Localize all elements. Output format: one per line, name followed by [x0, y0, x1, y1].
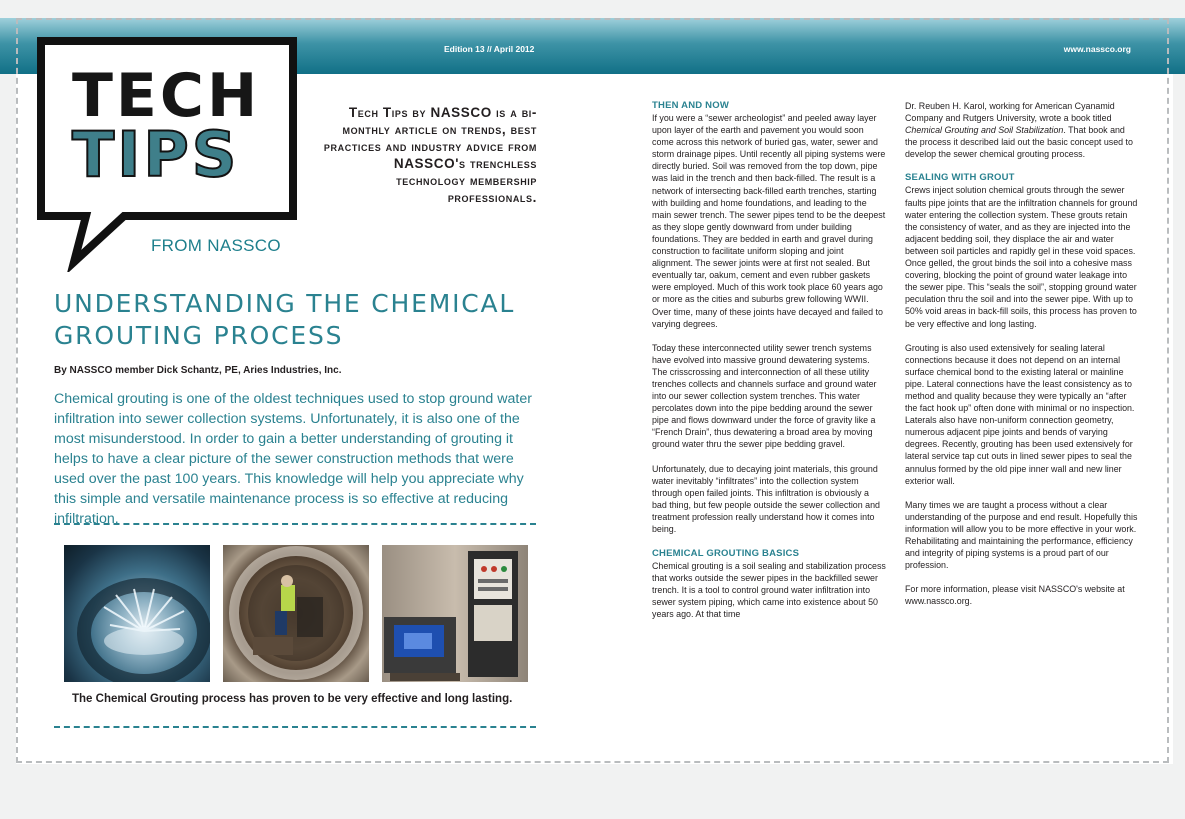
karol-text-a: Dr. Reuben H. Karol, working for American Cyanamid Company and Rutgers University, wrote a book titled [905, 101, 1115, 124]
paragraph-karol [905, 100, 1139, 160]
dashed-divider-bottom [54, 726, 536, 728]
photo-caption: The Chemical Grouting process has proven to be very effective and long lasting. [72, 693, 513, 705]
article-title-line2: GROUTING PROCESS [54, 321, 344, 350]
paragraph-dewatering: Today these interconnected utility sewer trench systems have evolved into massive ground dewatering systems. The crisscrossing and interconnection of all these utility trenches collects and channels surface and ground water into our sewer collection system trenches. This water percolates down into the pipe bedding around the sewer pipe and flows downward under the force of gravity like a “French Drain”, thus dewatering a broad area by moving ground water thru the sewer pipe bedding gravel. [652, 342, 877, 450]
logo-word-tech: TECH [72, 61, 261, 131]
paragraph-laterals: Grouting is also used extensively for sealing lateral connections because it does not depend on an internal surface chemical bond to the existing lateral or mainline pipe. Lateral connections have the least consistency as to method and quality because they were typically an “after the fact hook up” often done with minimal or no inspection. Laterals also have non-uniform connection geometry, numerous adjacent pipe joints and bends of varying degrees. Recently, grouting has been used extensively for lateral service tap cut outs in lined sewer pipes to seal the annulus formed by the old pipe inner wall and new liner exterior wall. [905, 342, 1135, 486]
karol-text-b: . That book and the process it described laid out the basic concept used to develop the sewer chemical grouting process. [905, 125, 1133, 160]
control-panel-image [382, 545, 528, 682]
paragraph-sealing: Crews inject solution chemical grouts through the sewer faults pipe joints that are the infiltration channels for ground water entering the collection system. These grouts retain the consistency of water, and as they are injected into the adjacent bedding soil, they displace the air and water between soil particles and rapidly gel in these void spaces. Once gelled, the grout binds the soil into a cohesive mass covering, blocking the point of ground water leakage into the sewer pipe. This “seals the soil”, stopping ground water peculation thru the soil and into the sewer pipe. With up to 50% void areas in back-fill soils, this process has proven to be very effective and long lasting. [905, 185, 1138, 329]
paragraph-conclusion: Many times we are taught a process without a clear understanding of the purpose and end result. Hopefully this information will allow you to be more effective in your work. Rehabilitating and maintaining the performance, efficiency and integrity of piping systems is a proud part of our profession. [905, 499, 1138, 571]
article-title [54, 288, 554, 352]
paragraph-more-info: For more information, please visit NASSCO's website at www.nassco.org. [905, 584, 1125, 607]
logo-from-nassco: FROM NASSCO [151, 236, 281, 255]
heading-then-and-now: THEN AND NOW [652, 100, 729, 111]
website-label: www.nassco.org [1063, 44, 1131, 54]
book-title: Chemical Grouting and Soil Stabilization [905, 125, 1064, 136]
article-lede: Chemical grouting is one of the oldest techniques used to stop ground water infiltration into sewer collection systems. Unfortunately, it is also one of the most misunderstood. In order to gain a better understanding of grouting it helps to have a clear picture of the sewer construction methods that were used over the past 100 years. This knowledge will help you appreciate why this simple and versatile maintenance process is so effective at reducing infiltration. [54, 391, 532, 527]
article-byline: By NASSCO member Dick Schantz, PE, Aries Industries, Inc. [54, 365, 342, 376]
dashed-divider-top [54, 523, 536, 525]
paragraph-grouting-basics: Chemical grouting is a soil sealing and stabilization process that works outside the sewer pipes in the backfilled sewer trench. It is a tool to control ground water infiltration into sewer system piping, which came into existence about 50 years ago. At that time [652, 561, 886, 620]
pipe-water-image [64, 545, 210, 682]
manhole-worker-image [223, 545, 369, 682]
paragraph-then-and-now: If you were a “sewer archeologist” and peeled away layer upon layer of the earth and pavement you would soon come across this network of buried gas, water, sewer and storm drainage pipes. Until recently all piping systems were directly buried. Soil was removed from the top down, pipe was laid in the trench and then back-filled. The result is a network of intersecting back-filled earth trenches, starting with building and home foundations, and leading to the main sewer trench. The sewer pipes tend to be the deepest as they slope gently downward from under building foundations. They are bedded in earth and gravel during construction to facilitate uniform sloping and joint alignment. The sewer joints were at first not sealed. But eventually tar, oakum, cement and even rubber gaskets were employed. Much of this work took place 60 years ago or more as the cities and suburbs grew following WWII. Over time, many of these joints have decayed and failed to varying degrees. [652, 113, 886, 329]
intro-blurb: Tech Tips by NASSCO is a bi-monthly article on trends, best practices and industry advice from NASSCO's trenchless technology membership professionals. [323, 105, 537, 205]
photo-manhole-worker [223, 545, 369, 682]
article-column-1 [652, 100, 886, 633]
heading-sealing-with-grout: SEALING WITH GROUT [905, 172, 1015, 184]
paragraph-infiltration: Unfortunately, due to decaying joint materials, this ground water inevitably “infiltrates” into the collection system through open failed joints. This infiltration is obviously a bad thing, but few people outside the sewer collection and treatment profession really understand how it comes into being. [652, 463, 880, 534]
logo-word-tips: TIPS [72, 118, 240, 191]
article-title-line1: UNDERSTANDING THE CHEMICAL [54, 289, 516, 318]
heading-grouting-basics: CHEMICAL GROUTING BASICS [652, 548, 800, 560]
edition-label: Edition 13 // April 2012 [444, 44, 535, 54]
photo-control-equipment [382, 545, 528, 682]
photo-pipe-infiltration [64, 545, 210, 682]
article-column-2 [905, 100, 1139, 619]
